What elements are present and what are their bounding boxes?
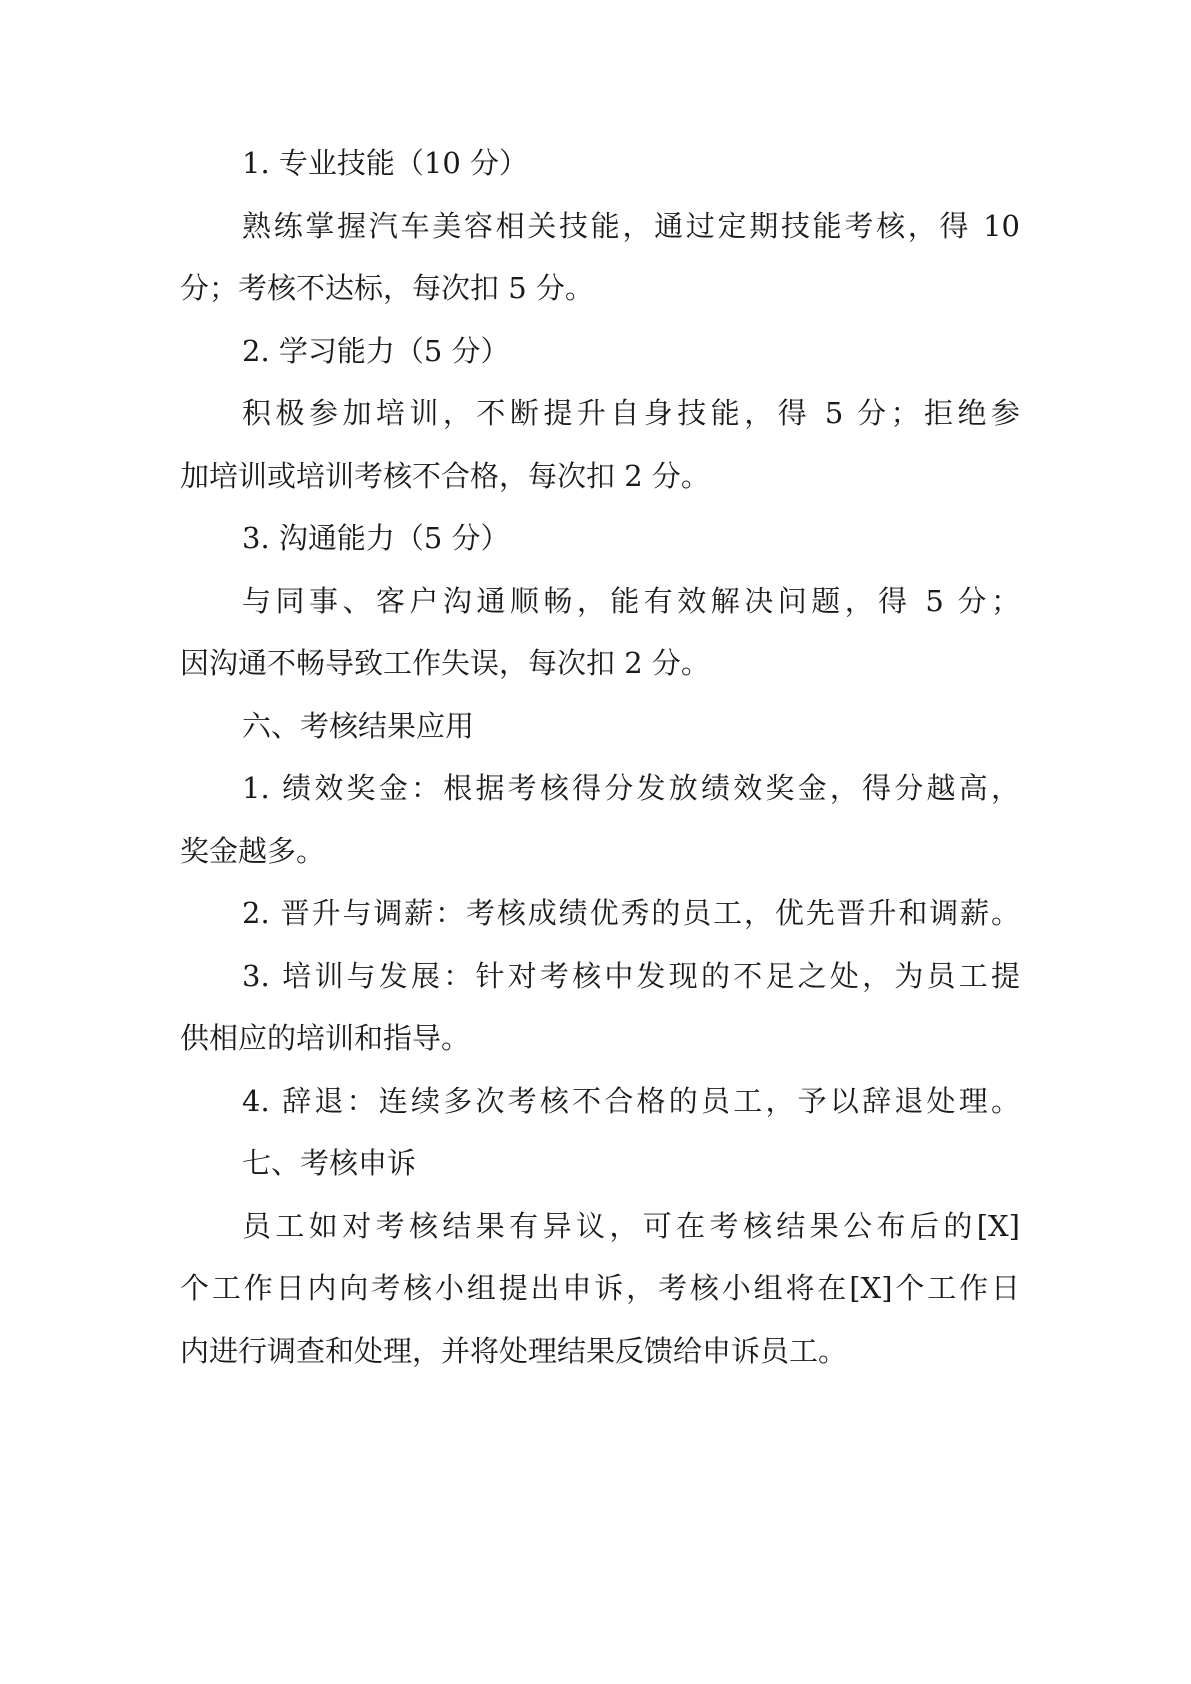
section-heading-result-application: 六、考核结果应用 <box>242 708 475 743</box>
paragraph-line: 1. 绩效奖金：根据考核得分发放绩效奖金，得分越高， <box>242 771 1020 805</box>
paragraph-line: 熟练掌握汽车美容相关技能，通过定期技能考核，得 10 <box>242 208 1020 243</box>
paragraph-line: 供相应的培训和指导。 <box>180 1021 471 1055</box>
section-heading-appeal: 七、考核申诉 <box>242 1146 417 1180</box>
paragraph-line: 积极参加培训，不断提升自身技能，得 5 分；拒绝参 <box>242 396 1020 430</box>
paragraph-line: 分；考核不达标，每次扣 5 分。 <box>180 271 594 305</box>
paragraph-line: 员工如对考核结果有异议，可在考核结果公布后的[X] <box>242 1208 1020 1243</box>
paragraph-line: 个工作日内向考核小组提出申诉，考核小组将在[X]个工作日 <box>180 1271 1020 1305</box>
paragraph-line: 2. 晋升与调薪：考核成绩优秀的员工，优先晋升和调薪。 <box>242 896 1020 930</box>
paragraph-line: 内进行调查和处理，并将处理结果反馈给申诉员工。 <box>180 1333 848 1368</box>
paragraph-line: 与同事、客户沟通顺畅，能有效解决问题，得 5 分； <box>242 583 1020 618</box>
paragraph-line: 加培训或培训考核不合格，每次扣 2 分。 <box>180 458 710 493</box>
item-heading-learning-ability: 2. 学习能力（5 分） <box>242 333 510 368</box>
item-heading-professional-skills: 1. 专业技能（10 分） <box>242 146 529 180</box>
paragraph-line: 因沟通不畅导致工作失误，每次扣 2 分。 <box>180 646 710 680</box>
paragraph-line: 4. 辞退：连续多次考核不合格的员工，予以辞退处理。 <box>242 1083 1020 1118</box>
paragraph-line: 3. 培训与发展：针对考核中发现的不足之处，为员工提 <box>242 958 1020 993</box>
document-body <box>180 132 1020 1382</box>
paragraph-line: 奖金越多。 <box>180 833 326 868</box>
item-heading-communication-ability: 3. 沟通能力（5 分） <box>242 521 510 555</box>
